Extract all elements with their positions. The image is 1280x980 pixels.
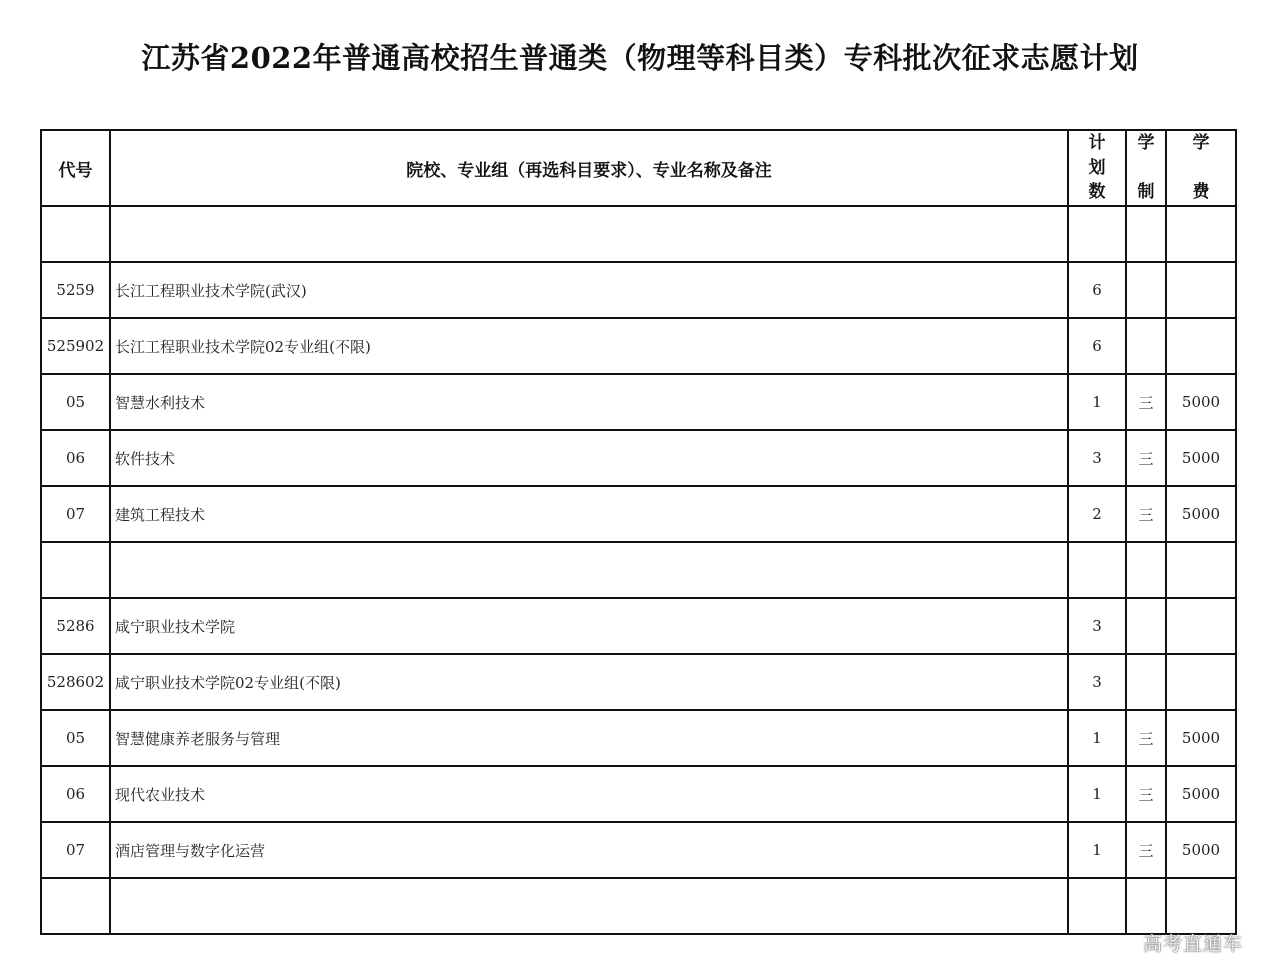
cell-fee: 5000 bbox=[1166, 822, 1236, 878]
cell-fee bbox=[1166, 262, 1236, 318]
cell-code: 5286 bbox=[41, 598, 110, 654]
header-plan-count-char: 数 bbox=[1088, 182, 1106, 202]
cell-code: 525902 bbox=[41, 318, 110, 374]
cell-plan: 3 bbox=[1068, 598, 1126, 654]
header-plan-count-char: 划 bbox=[1088, 157, 1106, 178]
cell-code: 528602 bbox=[41, 654, 110, 710]
header-code: 代号 bbox=[41, 130, 110, 206]
table-row bbox=[41, 486, 1236, 542]
cell-duration bbox=[1126, 318, 1166, 374]
table-row bbox=[41, 766, 1236, 822]
table-row bbox=[41, 206, 1236, 262]
table-row bbox=[41, 374, 1236, 430]
cell-duration bbox=[1126, 878, 1166, 934]
header-fee bbox=[1166, 130, 1236, 206]
header-name: 院校、专业组（再选科目要求）、专业名称及备注 bbox=[110, 130, 1068, 206]
cell-name: 酒店管理与数字化运营 bbox=[110, 822, 1068, 878]
cell-name: 长江工程职业技术学院(武汉) bbox=[110, 262, 1068, 318]
cell-plan: 1 bbox=[1068, 374, 1126, 430]
cell-name bbox=[110, 206, 1068, 262]
cell-plan bbox=[1068, 206, 1126, 262]
header-plan-count bbox=[1068, 130, 1126, 206]
cell-fee bbox=[1166, 878, 1236, 934]
cell-code: 05 bbox=[41, 710, 110, 766]
header-fee-char: 学 bbox=[1192, 133, 1210, 153]
cell-plan: 2 bbox=[1068, 486, 1126, 542]
cell-plan: 6 bbox=[1068, 262, 1126, 318]
cell-code: 05 bbox=[41, 374, 110, 430]
table-row bbox=[41, 710, 1236, 766]
cell-name: 咸宁职业技术学院02专业组(不限) bbox=[110, 654, 1068, 710]
cell-name bbox=[110, 878, 1068, 934]
table-row bbox=[41, 822, 1236, 878]
cell-duration: 三 bbox=[1126, 766, 1166, 822]
cell-plan: 3 bbox=[1068, 654, 1126, 710]
page-title: 江苏省2022年普通高校招生普通类（物理等科目类）专科批次征求志愿计划 bbox=[141, 41, 1139, 75]
cell-duration bbox=[1126, 262, 1166, 318]
cell-fee bbox=[1166, 206, 1236, 262]
cell-duration: 三 bbox=[1126, 710, 1166, 766]
cell-name: 长江工程职业技术学院02专业组(不限) bbox=[110, 318, 1068, 374]
cell-fee: 5000 bbox=[1166, 766, 1236, 822]
cell-fee bbox=[1166, 542, 1236, 598]
cell-code bbox=[41, 878, 110, 934]
table-row bbox=[41, 430, 1236, 486]
cell-duration: 三 bbox=[1126, 486, 1166, 542]
table-row bbox=[41, 262, 1236, 318]
cell-code bbox=[41, 206, 110, 262]
cell-fee: 5000 bbox=[1166, 374, 1236, 430]
cell-name: 咸宁职业技术学院 bbox=[110, 598, 1068, 654]
cell-code bbox=[41, 542, 110, 598]
cell-name: 软件技术 bbox=[110, 430, 1068, 486]
cell-name: 智慧健康养老服务与管理 bbox=[110, 710, 1068, 766]
header-fee-char: 费 bbox=[1192, 182, 1210, 202]
cell-name: 建筑工程技术 bbox=[110, 486, 1068, 542]
cell-code: 06 bbox=[41, 766, 110, 822]
cell-fee: 5000 bbox=[1166, 430, 1236, 486]
cell-code: 07 bbox=[41, 822, 110, 878]
table-row bbox=[41, 598, 1236, 654]
cell-fee bbox=[1166, 598, 1236, 654]
cell-plan bbox=[1068, 878, 1126, 934]
enrollment-plan-table bbox=[40, 129, 1237, 935]
cell-fee: 5000 bbox=[1166, 710, 1236, 766]
cell-name: 现代农业技术 bbox=[110, 766, 1068, 822]
cell-code: 5259 bbox=[41, 262, 110, 318]
header-duration-char: 制 bbox=[1137, 182, 1155, 202]
cell-fee bbox=[1166, 318, 1236, 374]
cell-duration: 三 bbox=[1126, 430, 1166, 486]
cell-fee bbox=[1166, 654, 1236, 710]
cell-code: 06 bbox=[41, 430, 110, 486]
cell-duration bbox=[1126, 542, 1166, 598]
cell-plan: 1 bbox=[1068, 822, 1126, 878]
cell-duration bbox=[1126, 206, 1166, 262]
table-row bbox=[41, 542, 1236, 598]
table-header-row bbox=[41, 130, 1236, 206]
cell-plan: 1 bbox=[1068, 710, 1126, 766]
header-duration-char: 学 bbox=[1137, 133, 1155, 153]
cell-name: 智慧水利技术 bbox=[110, 374, 1068, 430]
table-row bbox=[41, 318, 1236, 374]
table-row bbox=[41, 654, 1236, 710]
header-duration bbox=[1126, 130, 1166, 206]
cell-name bbox=[110, 542, 1068, 598]
cell-duration: 三 bbox=[1126, 822, 1166, 878]
cell-fee: 5000 bbox=[1166, 486, 1236, 542]
cell-plan: 6 bbox=[1068, 318, 1126, 374]
watermark: 高考直通车 bbox=[1143, 933, 1244, 955]
cell-duration bbox=[1126, 598, 1166, 654]
cell-code: 07 bbox=[41, 486, 110, 542]
cell-duration: 三 bbox=[1126, 374, 1166, 430]
cell-plan: 1 bbox=[1068, 766, 1126, 822]
cell-plan bbox=[1068, 542, 1126, 598]
cell-plan: 3 bbox=[1068, 430, 1126, 486]
header-plan-count-char: 计 bbox=[1088, 133, 1106, 153]
table-row bbox=[41, 878, 1236, 934]
cell-duration bbox=[1126, 654, 1166, 710]
